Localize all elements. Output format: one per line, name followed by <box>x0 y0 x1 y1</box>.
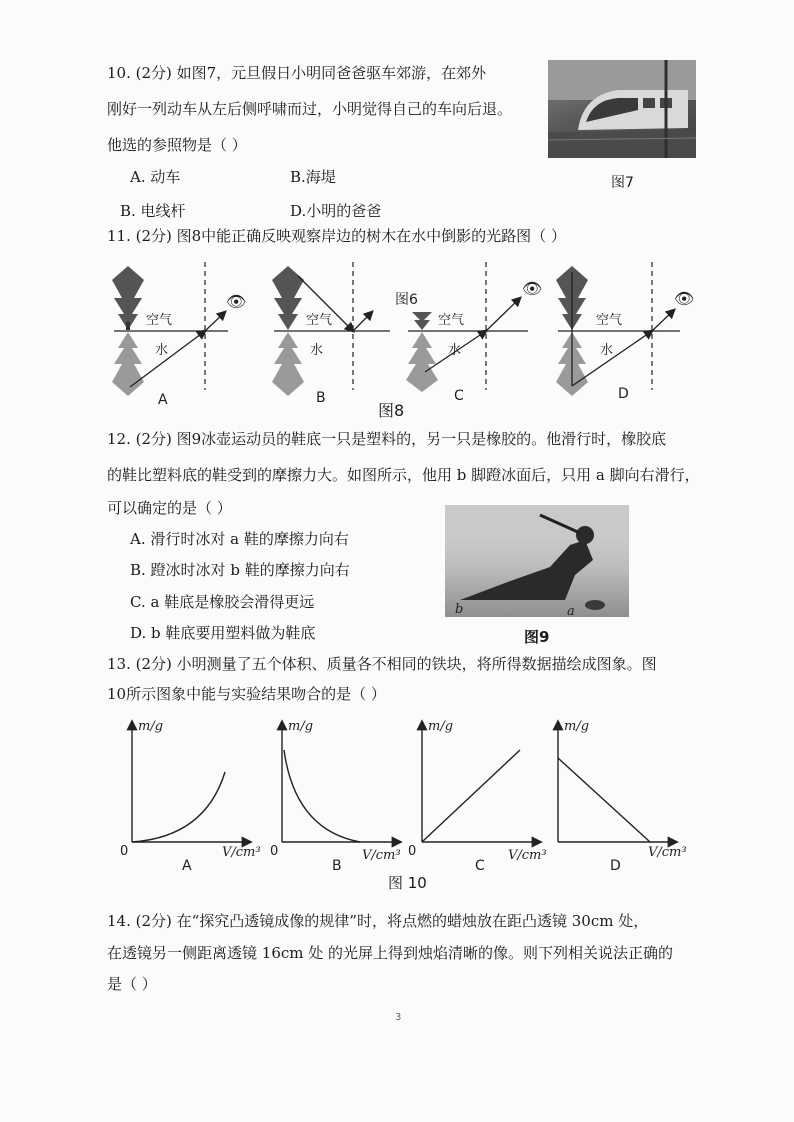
q12-line2: 的鞋比塑料底的鞋受到的摩擦力大。如图所示，他用 b 脚蹬冰面后，只用 a 脚向右滑行， <box>107 466 700 484</box>
diagram-a-water-label: 水 <box>155 343 169 358</box>
q14-line1: 14. (2分) 在“探究凸透镜成像的规律”时，将点燃的蜡烛放在距凸透镜 30cm 处， <box>107 912 649 930</box>
q12-line3: 可以确定的是（ ） <box>107 499 232 517</box>
graph-c-label: C <box>475 858 485 874</box>
train-photo-art <box>548 60 696 158</box>
q10-option-d: D.小明的爸爸 <box>290 202 382 220</box>
diagram-c-label: C <box>454 388 464 404</box>
graph-a-xlabel: V/cm³ <box>222 845 261 860</box>
graph-d-xlabel: V/cm³ <box>648 845 687 860</box>
q12-option-c: C. a 鞋底是橡胶会滑得更远 <box>130 593 315 611</box>
q11-stem: 11. (2分) 图8中能正确反映观察岸边的树木在水中倒影的光路图（ ） <box>107 227 566 245</box>
diagram-b <box>272 262 390 396</box>
diagram-a-label: A <box>158 392 168 408</box>
page-number: 3 <box>395 1012 402 1023</box>
q12-line1: 12. (2分) 图9冰壶运动员的鞋底一只是塑料的，另一只是橡胶的。他滑行时，橡胶底 <box>107 430 667 448</box>
q13-line1: 13. (2分) 小明测量了五个体积、质量各不相同的铁块，将所得数据描绘成图象。图 <box>107 655 657 673</box>
diagram-b-water-label: 水 <box>310 343 324 358</box>
diagram-c-air-label: 空气 <box>438 313 465 328</box>
diagram-a-eye-icon: 👁 <box>226 292 247 311</box>
graph-d-ylabel: m/g <box>564 719 590 734</box>
q10-line2: 刚好一列动车从左后侧呼啸而过，小明觉得自己的车向后退。 <box>107 100 513 118</box>
diagram-c-eye-icon: 👁 <box>522 279 543 298</box>
q10-line3: 他选的参照物是（ ） <box>107 136 247 154</box>
graph-a <box>120 719 250 859</box>
graph-d-label: D <box>610 858 621 874</box>
graph-c <box>408 719 547 863</box>
diagram-a-air-label: 空气 <box>146 313 173 328</box>
q12-option-d: D. b 鞋底要用塑料做为鞋底 <box>130 624 316 642</box>
diagram-b-air-label: 空气 <box>306 313 333 328</box>
q10-line1: 10. (2分) 如图7，元旦假日小明同爸爸驱车郊游，在郊外 <box>107 64 487 82</box>
graph-d <box>558 719 687 860</box>
curling-photo <box>445 505 629 617</box>
figure-7-caption: 图7 <box>611 175 634 191</box>
diagram-c-water-label: 水 <box>448 343 462 358</box>
train-photo <box>548 60 696 158</box>
diagram-d-eye-icon: 👁 <box>674 289 695 308</box>
figure-8-ray-diagrams <box>100 262 700 412</box>
graph-b <box>270 719 401 863</box>
figure-6-label: 图6 <box>395 292 418 308</box>
q12-option-a: A. 滑行时冰对 a 鞋的摩擦力向右 <box>130 530 349 548</box>
graph-a-label: A <box>182 858 192 874</box>
graph-b-origin: 0 <box>270 844 279 859</box>
curling-photo-label-a: a <box>567 604 575 619</box>
graph-a-ylabel: m/g <box>138 719 164 734</box>
curling-photo-art <box>445 505 629 617</box>
q10-option-a: A. 动车 <box>130 168 181 186</box>
graph-b-label: B <box>332 858 342 874</box>
graph-c-origin: 0 <box>408 844 417 859</box>
figure-10-caption: 图 10 <box>388 874 427 892</box>
diagram-c <box>395 262 542 392</box>
q12-option-b: B. 蹬冰时冰对 b 鞋的摩擦力向右 <box>130 561 350 579</box>
diagram-b-label: B <box>316 390 326 406</box>
diagram-a <box>112 262 246 396</box>
figure-9-caption: 图9 <box>524 628 550 646</box>
diagram-d-water-label: 水 <box>600 343 614 358</box>
graph-a-origin: 0 <box>120 844 129 859</box>
diagram-d <box>556 262 694 396</box>
q14-line2: 在透镜另一侧距离透镜 16cm 处 的光屏上得到烛焰清晰的像。则下列相关说法正确的 <box>107 944 674 962</box>
diagram-d-label: D <box>618 386 629 402</box>
graph-b-ylabel: m/g <box>288 719 314 734</box>
q13-line2: 10所示图象中能与实验结果吻合的是（ ） <box>107 685 386 703</box>
graph-b-xlabel: V/cm³ <box>362 848 401 863</box>
diagram-d-air-label: 空气 <box>596 313 623 328</box>
curling-photo-label-b: b <box>455 602 464 617</box>
graph-c-xlabel: V/cm³ <box>508 848 547 863</box>
q14-line3: 是（ ） <box>107 975 157 993</box>
q10-option-c: B. 电线杆 <box>120 202 186 220</box>
figure-10-graphs <box>110 712 710 874</box>
figure-8-caption: 图8 <box>378 401 405 420</box>
graph-c-ylabel: m/g <box>428 719 454 734</box>
q10-option-b: B.海堤 <box>290 168 336 186</box>
